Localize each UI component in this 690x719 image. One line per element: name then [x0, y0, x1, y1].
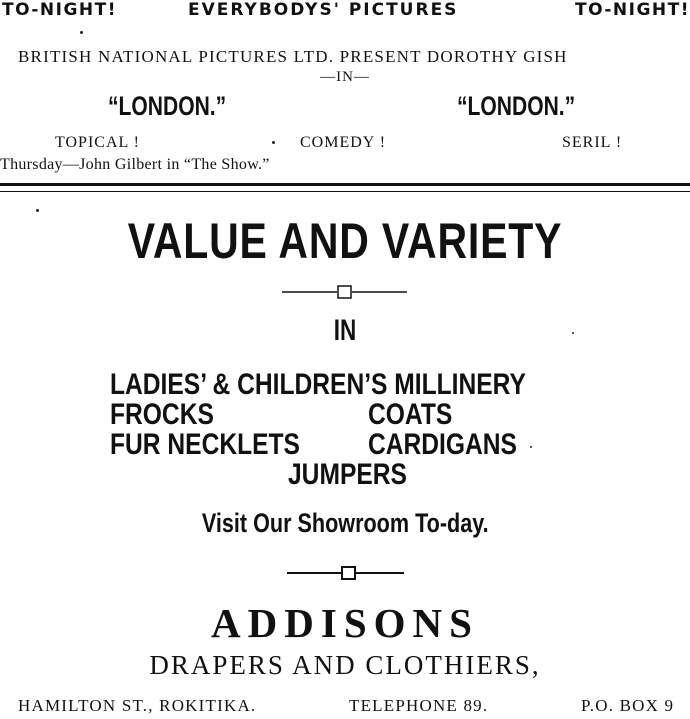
print-speck — [272, 141, 275, 144]
tonight-left-banner: TO-NIGHT! — [2, 0, 118, 20]
print-speck — [572, 332, 574, 334]
support-item-topical: TOPICAL ! — [55, 134, 140, 151]
in-word — [0, 314, 690, 348]
goods-frocks: FROCKS — [110, 398, 214, 431]
in-word-text: IN — [333, 314, 357, 347]
firm-name: ADDISONS — [211, 600, 479, 646]
column-rule-thick — [0, 183, 690, 186]
goods-fur-necklets: FUR NECKLETS — [110, 428, 300, 461]
feature-title-left: “LONDON.” — [108, 91, 227, 121]
column-rule-thin — [0, 191, 690, 192]
tonight-right-banner: TO-NIGHT! — [574, 0, 690, 20]
print-speck — [80, 31, 83, 34]
presents-line: BRITISH NATIONAL PICTURES LTD. PRESENT DOROTHY GISH — [18, 47, 568, 66]
print-speck — [36, 209, 39, 212]
goods-millinery: LADIES’ & CHILDREN’S MILLINERY — [110, 368, 526, 401]
goods-jumpers: JUMPERS — [288, 458, 407, 491]
feature-title-right: “LONDON.” — [457, 91, 576, 121]
thursday-notice: Thursday—John Gilbert in “The Show.” — [0, 156, 270, 173]
goods-coats: COATS — [368, 398, 453, 431]
in-line-small: —IN— — [320, 69, 370, 85]
telephone-number: TELEPHONE 89. — [349, 696, 489, 715]
theatre-name: EVERYBODYS' PICTURES — [188, 0, 459, 20]
street-address: HAMILTON ST., ROKITIKA. — [18, 696, 257, 715]
trade-description: DRAPERS AND CLOTHIERS, — [149, 650, 541, 680]
print-speck — [530, 446, 532, 448]
ornament-divider-bottom — [0, 566, 690, 580]
po-box: P.O. BOX 9 — [581, 696, 675, 715]
goods-cardigans: CARDIGANS — [368, 428, 517, 461]
support-item-serial: SERIL ! — [562, 134, 623, 151]
support-item-comedy: COMEDY ! — [300, 134, 387, 151]
visit-showroom — [0, 508, 690, 539]
ad-headline-text: VALUE AND VARIETY — [127, 213, 563, 269]
visit-showroom-text: Visit Our Showroom To-day. — [201, 508, 489, 538]
ornament-divider-top — [0, 285, 690, 299]
ad-headline — [0, 212, 690, 270]
